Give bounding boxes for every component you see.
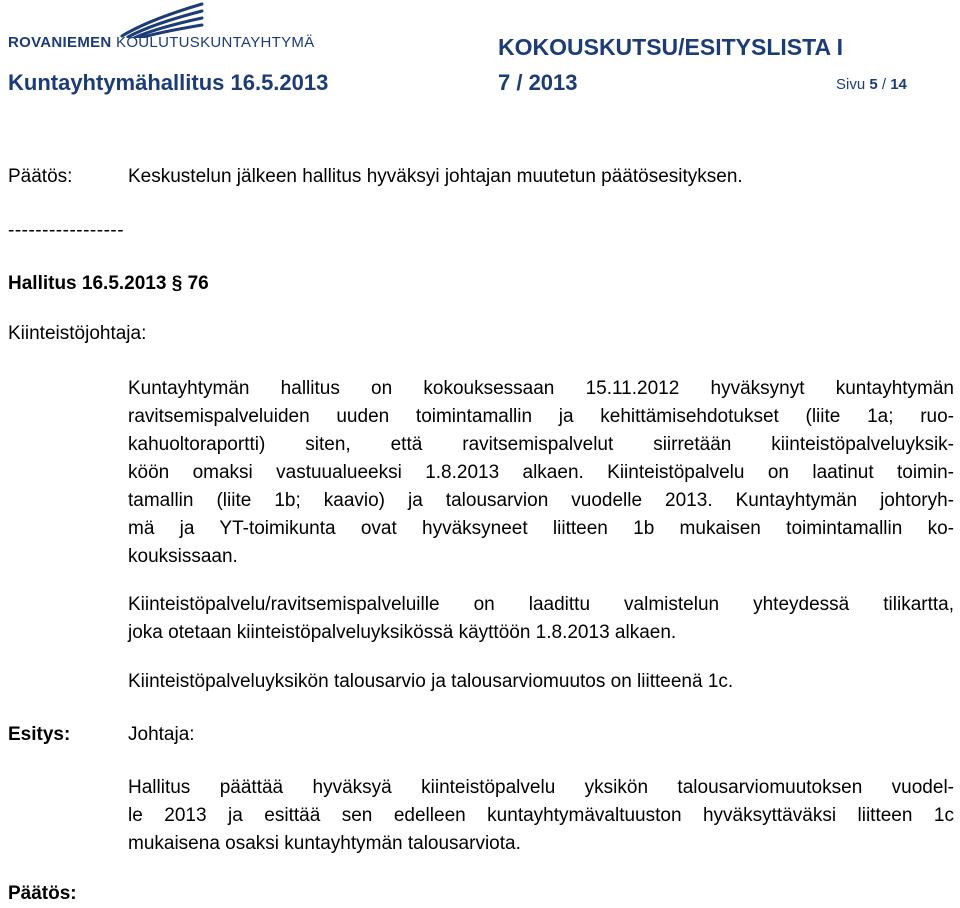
paragraph-line: Kiinteistöpalveluyksikön talousarvio ja talousarviomuutos on liitteenä 1c.	[128, 671, 734, 692]
page-label: Sivu	[836, 76, 866, 93]
previous-decision-text: Keskustelun jälkeen hallitus hyväksyi johtajan muutetun päätösesityksen.	[128, 166, 743, 187]
page-current: 5	[869, 76, 878, 93]
paragraph-line: kahuoltoraportti) siten, että ravitsemispalvelut siirretään kiinteistöpalveluyksik-	[128, 434, 954, 455]
paragraph-line: Kuntayhtymän hallitus on kokouksessaan 15.11.2012 hyväksynyt kuntayhtymän	[128, 378, 954, 399]
issue-number: 7 / 2013	[498, 70, 578, 95]
previous-decision-label: Päätös:	[8, 166, 73, 187]
proposal-line: mukaisena osaksi kuntayhtymän talousarviota.	[128, 833, 521, 854]
paragraph-line: tamallin (liite 1b; kaavio) ja talousarvion vuodelle 2013. Kuntayhtymän johtoryh-	[128, 490, 954, 511]
proposal-line: Hallitus päättää hyväksyä kiinteistöpalvelu yksikön talousarviomuutoksen vuodel-	[128, 777, 954, 798]
section-sign: §	[171, 273, 183, 294]
logo-org: ROVANIEMEN	[8, 34, 112, 51]
document-type: KOKOUSKUTSU/ESITYSLISTA I	[498, 34, 844, 60]
logo-wordmark	[8, 34, 315, 51]
paragraph-line: köön omaksi vastuualueeksi 1.8.2013 alkaen. Kiinteistöpalvelu on laatinut toimin-	[128, 462, 954, 483]
organization-logo	[8, 2, 358, 60]
paragraph-line: kouksissaan.	[128, 546, 238, 567]
item-number: 76	[187, 273, 209, 294]
preparer-label: Kiinteistöjohtaja:	[8, 323, 147, 344]
paragraph-line: ravitsemispalveluiden uuden toimintamallin ja kehittämisehdotukset (liite 1a; ruo-	[128, 406, 954, 427]
proposal-by: Johtaja:	[128, 724, 195, 745]
item-heading	[8, 270, 209, 298]
page-separator: /	[881, 76, 887, 93]
paragraph-line: joka otetaan kiinteistöpalveluyksikössä käyttöön 1.8.2013 alkaen.	[128, 622, 677, 643]
item-heading-text: Hallitus 16.5.2013	[8, 273, 167, 294]
paragraph-line: Kiinteistöpalvelu/ravitsemispalveluille on laadittu valmistelun yhteydessä tilikartta,	[128, 594, 954, 615]
page-indicator	[836, 76, 907, 93]
proposal-line: le 2013 ja esittää sen edelleen kuntayhtymävaltuuston hyväksyttäväksi liitteen 1c	[128, 805, 954, 826]
decision-label: Päätös:	[8, 883, 77, 904]
page-total: 14	[890, 76, 907, 93]
paragraph-line: mä ja YT-toimikunta ovat hyväksyneet liitteen 1b mukaisen toimintamallin ko-	[128, 518, 954, 539]
proposal-label: Esitys:	[8, 724, 71, 745]
separator-line: -----------------	[8, 220, 125, 241]
logo-swoosh-icon	[118, 2, 204, 38]
logo-unit: KOULUTUSKUNTAYHTYMÄ	[116, 34, 315, 51]
meeting-title: Kuntayhtymähallitus 16.5.2013	[8, 70, 329, 95]
